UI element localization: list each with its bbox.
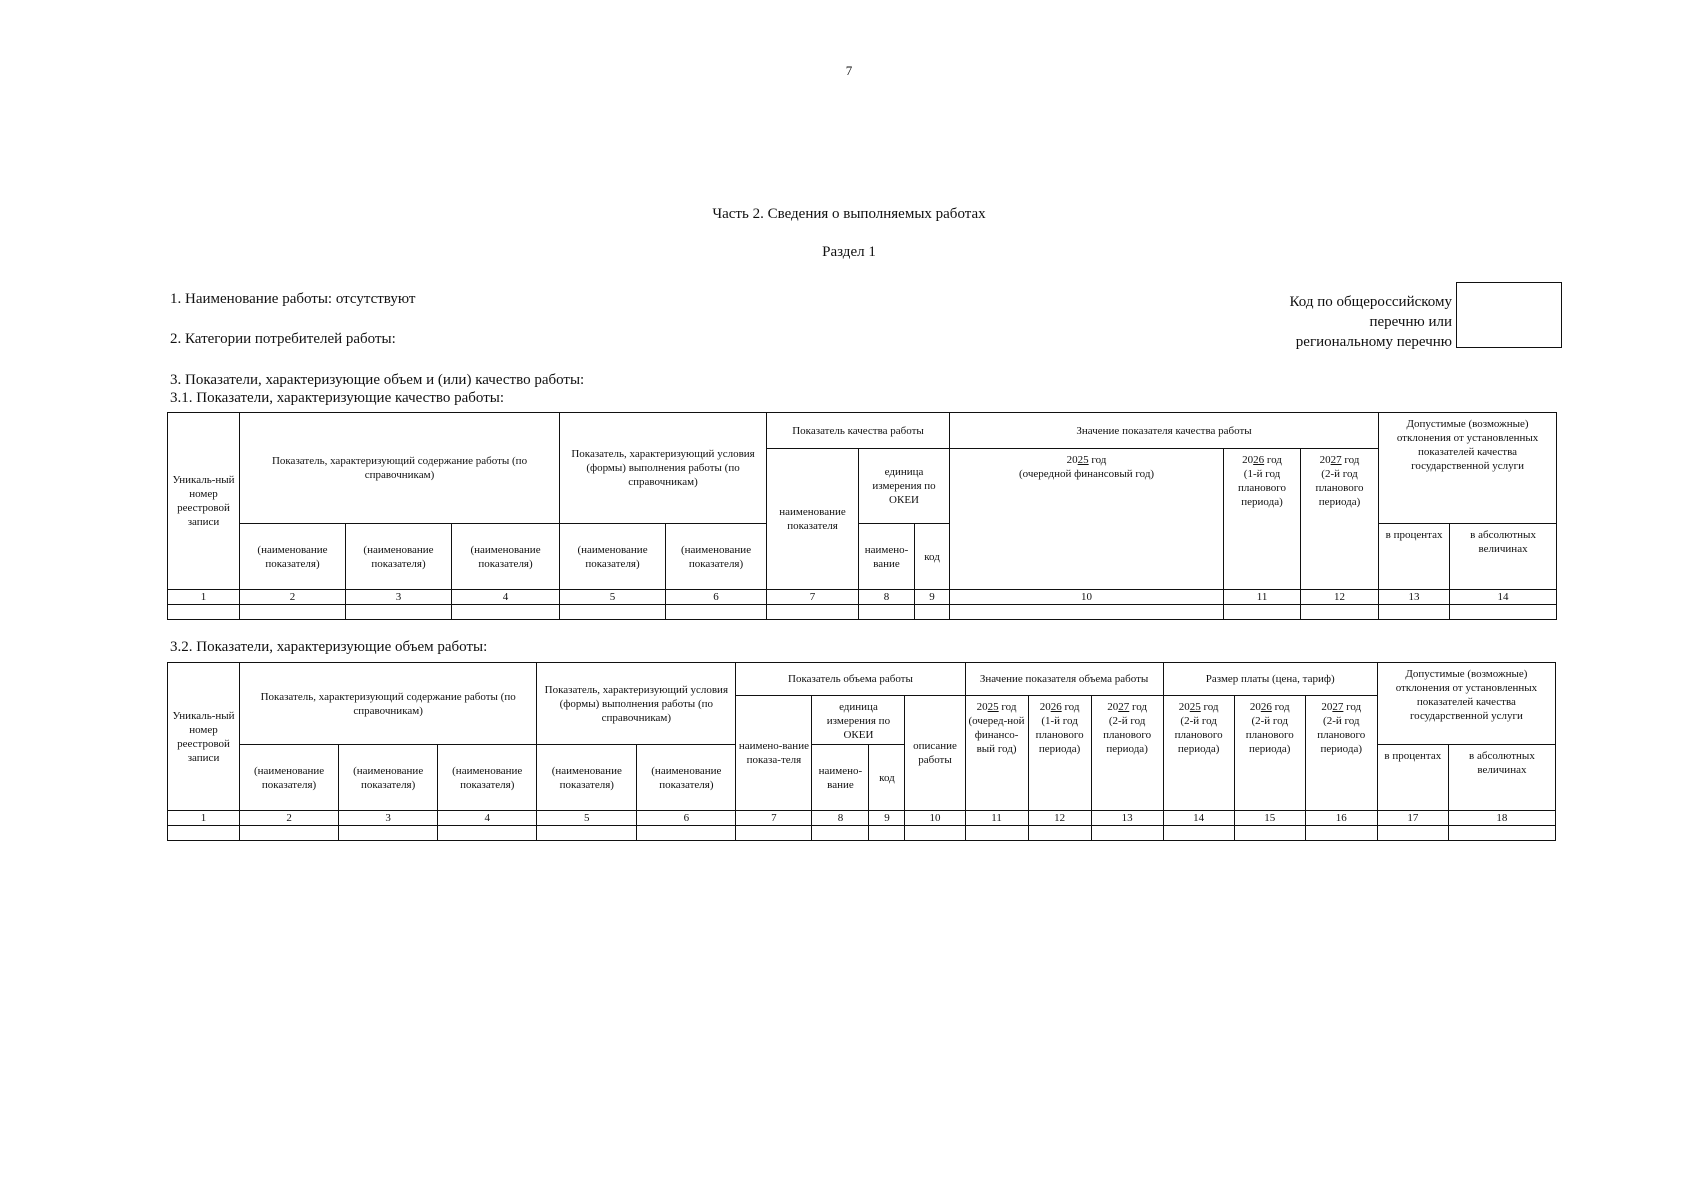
column-number: 11 xyxy=(965,811,1028,826)
condition-sub-indicator-2: (наименование показателя) xyxy=(637,745,736,811)
unit-code-header: код xyxy=(915,524,950,590)
table-cell[interactable] xyxy=(438,826,537,841)
column-number: 2 xyxy=(240,811,339,826)
column-number: 1 xyxy=(168,590,240,605)
table-cell[interactable] xyxy=(915,605,950,620)
condition-sub-indicator-1: (наименование показателя) xyxy=(537,745,637,811)
section-title: Раздел 1 xyxy=(822,244,876,260)
table-cell[interactable] xyxy=(1234,826,1305,841)
column-number: 14 xyxy=(1163,811,1234,826)
volume-year-2025-header xyxy=(965,696,1028,811)
table-cell[interactable] xyxy=(240,826,339,841)
deviation-header: Допустимые (возможные) отклонения от установленных показателей качества государственной услуги xyxy=(1379,413,1557,524)
column-number: 4 xyxy=(452,590,560,605)
fee-year-2026-header xyxy=(1234,696,1305,811)
unit-okei-header: единица измерения по ОКЕИ xyxy=(859,449,950,524)
column-number: 10 xyxy=(905,811,965,826)
fee-year-2027-prefix: 20 xyxy=(1321,701,1333,713)
indicator-name-header: наимено-вание показа-теля xyxy=(736,696,812,811)
table-row xyxy=(168,826,1556,841)
table-cell[interactable] xyxy=(1450,605,1557,620)
column-number: 5 xyxy=(560,590,666,605)
table-cell[interactable] xyxy=(240,605,346,620)
deviation-absolute-header: в абсолютных величинах xyxy=(1448,745,1555,811)
content-sub-indicator-1: (наименование показателя) xyxy=(240,745,339,811)
column-number: 15 xyxy=(1234,811,1305,826)
column-number: 3 xyxy=(346,590,452,605)
column-number: 2 xyxy=(240,590,346,605)
volume-indicators-table xyxy=(167,662,1556,841)
indicator-name-header: наименование показателя xyxy=(767,449,859,590)
fee-year-2026-prefix: 20 xyxy=(1249,701,1261,713)
year-2026-suffix: год xyxy=(1266,454,1282,466)
volume-year-2027-header xyxy=(1091,696,1163,811)
fee-year-2025-desc: (2-й год планового периода) xyxy=(1174,715,1223,755)
fee-year-2025-header xyxy=(1163,696,1234,811)
condition-indicator-header: Показатель, характеризующий условия (формы) выполнения работы (по справочникам) xyxy=(560,413,767,524)
column-number: 17 xyxy=(1377,811,1448,826)
deviation-header: Допустимые (возможные) отклонения от установленных показателей качества государственной услуги xyxy=(1377,663,1555,745)
unit-name-header: наимено-вание xyxy=(812,745,869,811)
table-cell[interactable] xyxy=(168,605,240,620)
fee-year-2025-prefix: 20 xyxy=(1178,701,1190,713)
volume-year-2026-value: 26 xyxy=(1050,701,1062,713)
deviation-absolute-header: в абсолютных величинах xyxy=(1450,524,1557,590)
table-cell[interactable] xyxy=(859,605,915,620)
content-sub-indicator-2: (наименование показателя) xyxy=(346,524,452,590)
column-number: 12 xyxy=(1028,811,1091,826)
table-cell[interactable] xyxy=(965,826,1028,841)
unique-record-number-header: Уникаль-ный номер реестровой записи xyxy=(168,413,240,590)
table-cell[interactable] xyxy=(1448,826,1555,841)
deviation-percent-header: в процентах xyxy=(1379,524,1450,590)
registry-code-label-line1: Код по общероссийскому xyxy=(1289,294,1452,310)
table-cell[interactable] xyxy=(452,605,560,620)
year-2025-value: 25 xyxy=(1077,454,1089,466)
registry-code-label xyxy=(1180,292,1452,352)
year-2027-desc: (2-й год планового периода) xyxy=(1315,468,1364,508)
year-2025-prefix: 20 xyxy=(1066,454,1078,466)
quality-indicators-heading: 3.1. Показатели, характеризующие качество работы: xyxy=(170,390,504,406)
table-cell[interactable] xyxy=(1377,826,1448,841)
fee-year-2026-suffix: год xyxy=(1274,701,1290,713)
table-cell[interactable] xyxy=(1224,605,1301,620)
volume-value-header: Значение показателя объема работы xyxy=(965,663,1163,696)
volume-year-2027-suffix: год xyxy=(1131,701,1147,713)
column-number: 6 xyxy=(666,590,767,605)
column-number: 4 xyxy=(438,811,537,826)
deviation-percent-header: в процентах xyxy=(1377,745,1448,811)
content-sub-indicator-1: (наименование показателя) xyxy=(240,524,346,590)
unit-name-header: наимено-вание xyxy=(859,524,915,590)
content-sub-indicator-2: (наименование показателя) xyxy=(339,745,438,811)
table-cell[interactable] xyxy=(168,826,240,841)
fee-year-2027-header xyxy=(1305,696,1377,811)
unique-record-number-header: Уникаль-ный номер реестровой записи xyxy=(168,663,240,811)
column-number: 12 xyxy=(1301,590,1379,605)
table-cell[interactable] xyxy=(869,826,905,841)
year-2027-suffix: год xyxy=(1344,454,1360,466)
registry-code-label-line3: региональному перечню xyxy=(1295,334,1452,350)
table-cell[interactable] xyxy=(637,826,736,841)
year-2027-header xyxy=(1301,449,1379,590)
column-number: 16 xyxy=(1305,811,1377,826)
registry-code-label-line2: перечню или xyxy=(1369,314,1452,330)
condition-indicator-header: Показатель, характеризующий условия (формы) выполнения работы (по справочникам) xyxy=(537,663,736,745)
work-name-line: 1. Наименование работы: отсутствуют xyxy=(170,291,416,307)
fee-year-2027-suffix: год xyxy=(1346,701,1362,713)
column-number: 8 xyxy=(812,811,869,826)
volume-year-2027-value: 27 xyxy=(1118,701,1130,713)
table-cell[interactable] xyxy=(537,826,637,841)
content-indicator-header: Показатель, характеризующий содержание работы (по справочникам) xyxy=(240,413,560,524)
volume-year-2025-desc: (очеред-ной финансо-вый год) xyxy=(968,715,1025,755)
year-2026-header xyxy=(1224,449,1301,590)
table-cell[interactable] xyxy=(1379,605,1450,620)
year-2027-value: 27 xyxy=(1330,454,1342,466)
fee-year-2026-value: 26 xyxy=(1260,701,1272,713)
table-cell[interactable] xyxy=(1305,826,1377,841)
table-cell[interactable] xyxy=(905,826,965,841)
fee-year-2025-suffix: год xyxy=(1203,701,1219,713)
content-indicator-header: Показатель, характеризующий содержание работы (по справочникам) xyxy=(240,663,537,745)
table-cell[interactable] xyxy=(346,605,452,620)
content-sub-indicator-3: (наименование показателя) xyxy=(452,524,560,590)
fee-year-2027-value: 27 xyxy=(1332,701,1344,713)
fee-year-2025-value: 25 xyxy=(1189,701,1201,713)
table-cell[interactable] xyxy=(950,605,1224,620)
table-cell[interactable] xyxy=(666,605,767,620)
condition-sub-indicator-1: (наименование показателя) xyxy=(560,524,666,590)
quality-indicators-table xyxy=(167,412,1557,620)
year-2025-suffix: год xyxy=(1091,454,1107,466)
column-number: 13 xyxy=(1379,590,1450,605)
column-number: 10 xyxy=(950,590,1224,605)
table-cell[interactable] xyxy=(1091,826,1163,841)
column-number: 8 xyxy=(859,590,915,605)
indicators-heading: 3. Показатели, характеризующие объем и (или) качество работы: xyxy=(170,372,585,388)
page-number: 7 xyxy=(845,63,853,78)
column-number: 13 xyxy=(1091,811,1163,826)
table-cell[interactable] xyxy=(736,826,812,841)
table-row xyxy=(168,605,1557,620)
column-number: 7 xyxy=(767,590,859,605)
volume-year-2026-desc: (1-й год планового периода) xyxy=(1035,715,1084,755)
year-2026-value: 26 xyxy=(1253,454,1265,466)
volume-indicators-heading: 3.2. Показатели, характеризующие объем работы: xyxy=(170,639,488,655)
year-2026-desc: (1-й год планового периода) xyxy=(1238,468,1287,508)
year-2025-header xyxy=(950,449,1224,590)
year-2025-desc: (очередной финансовый год) xyxy=(1018,468,1155,480)
year-2027-prefix: 20 xyxy=(1319,454,1331,466)
volume-year-2027-prefix: 20 xyxy=(1107,701,1119,713)
volume-year-2026-prefix: 20 xyxy=(1039,701,1051,713)
quality-value-header: Значение показателя качества работы xyxy=(950,413,1379,449)
condition-sub-indicator-2: (наименование показателя) xyxy=(666,524,767,590)
volume-indicator-header: Показатель объема работы xyxy=(736,663,965,696)
volume-year-2025-value: 25 xyxy=(987,701,999,713)
work-description-header: описание работы xyxy=(905,696,965,811)
year-2026-prefix: 20 xyxy=(1242,454,1254,466)
table-cell[interactable] xyxy=(1028,826,1091,841)
unit-code-header: код xyxy=(869,745,905,811)
part-title: Часть 2. Сведения о выполняемых работах xyxy=(712,206,986,222)
volume-year-2026-suffix: год xyxy=(1064,701,1080,713)
quality-indicator-header: Показатель качества работы xyxy=(767,413,950,449)
unit-okei-header: единица измерения по ОКЕИ xyxy=(812,696,905,745)
fee-year-2027-desc: (2-й год планового периода) xyxy=(1317,715,1366,755)
content-sub-indicator-3: (наименование показателя) xyxy=(438,745,537,811)
table-cell[interactable] xyxy=(1163,826,1234,841)
column-number: 5 xyxy=(537,811,637,826)
column-number: 14 xyxy=(1450,590,1557,605)
volume-year-2026-header xyxy=(1028,696,1091,811)
fee-header: Размер платы (цена, тариф) xyxy=(1163,663,1377,696)
volume-year-2027-desc: (2-й год планового периода) xyxy=(1103,715,1152,755)
table-cell[interactable] xyxy=(339,826,438,841)
consumer-categories-line: 2. Категории потребителей работы: xyxy=(170,331,396,347)
column-number: 9 xyxy=(915,590,950,605)
column-number: 9 xyxy=(869,811,905,826)
column-number: 7 xyxy=(736,811,812,826)
column-number: 3 xyxy=(339,811,438,826)
table-cell[interactable] xyxy=(560,605,666,620)
table-cell[interactable] xyxy=(1301,605,1379,620)
column-number: 11 xyxy=(1224,590,1301,605)
volume-year-2025-suffix: год xyxy=(1001,701,1017,713)
registry-code-box[interactable] xyxy=(1456,282,1562,348)
volume-year-2025-prefix: 20 xyxy=(976,701,988,713)
column-number: 6 xyxy=(637,811,736,826)
table-cell[interactable] xyxy=(812,826,869,841)
fee-year-2026-desc: (2-й год планового периода) xyxy=(1245,715,1294,755)
column-number: 1 xyxy=(168,811,240,826)
table-cell[interactable] xyxy=(767,605,859,620)
column-number: 18 xyxy=(1448,811,1555,826)
